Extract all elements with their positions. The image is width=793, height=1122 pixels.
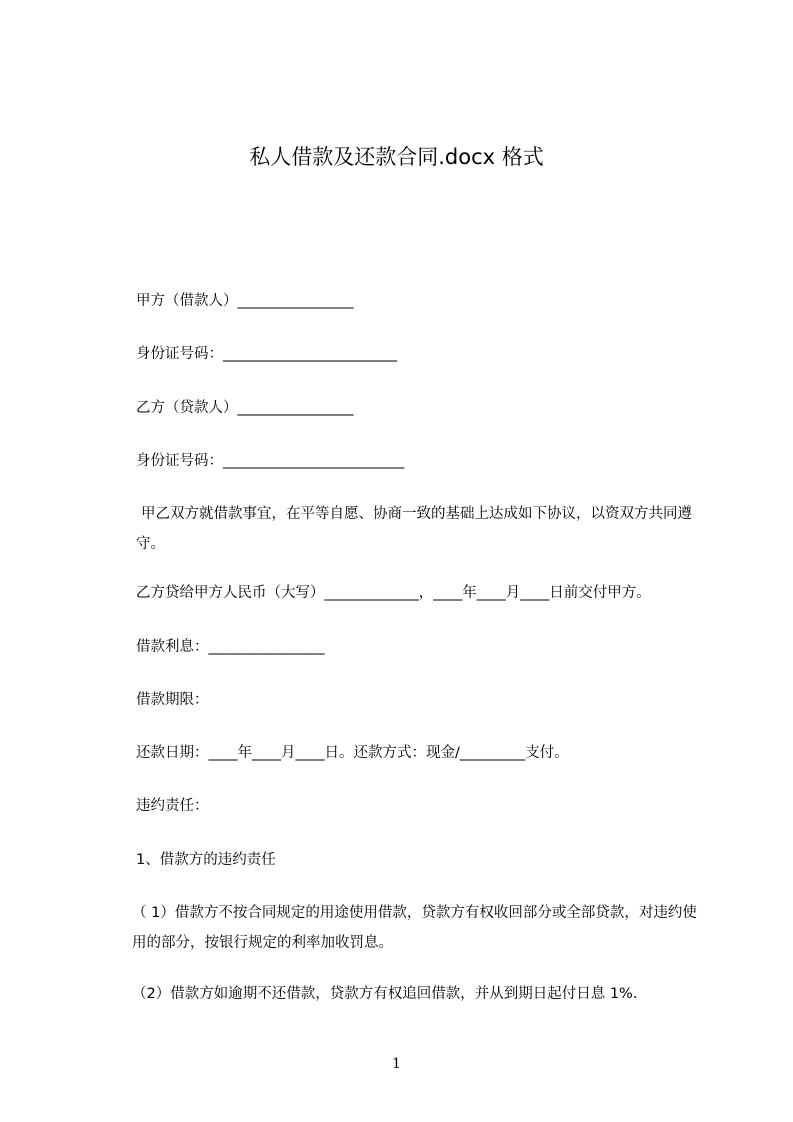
party-b-line: 乙方（贷款人）________________ [136, 400, 354, 416]
agreement-intro-paragraph: 甲乙双方就借款事宜，在平等自愿、协商一致的基础上达成如下协议，以资双方共同遵守。 [136, 506, 692, 552]
loan-interest-line: 借款利息：________________ [136, 639, 325, 655]
repayment-line: 还款日期：____年____月____日。还款方式：现金/_________支付。 [136, 745, 569, 761]
document-title: 私人借款及还款合同.docx 格式 [249, 145, 544, 169]
party-a-id-line: 身份证号码：________________________ [136, 346, 397, 362]
liability-clause-1: （ 1）借款方不按合同规定的用途使用借款，贷款方有权收回部分或全部贷款，对违约使用的部分，按银行规定的利率加收罚息。 [132, 905, 697, 951]
page-number: 1 [392, 1056, 401, 1072]
party-a-line: 甲方（借款人）________________ [136, 293, 354, 309]
loan-term-line: 借款期限： [136, 692, 209, 708]
loan-amount-line: 乙方贷给甲方人民币（大写）_____________，____年____月____日前交付甲方。 [136, 585, 651, 601]
liability-heading: 违约责任： [136, 798, 209, 814]
borrower-liability-heading: 1、借款方的违约责任 [136, 852, 276, 868]
liability-clause-2: （2）借款方如逾期不还借款，贷款方有权追回借款，并从到期日起付日息 1%. [132, 986, 638, 1002]
party-b-id-line: 身份证号码：_________________________ [136, 453, 405, 469]
